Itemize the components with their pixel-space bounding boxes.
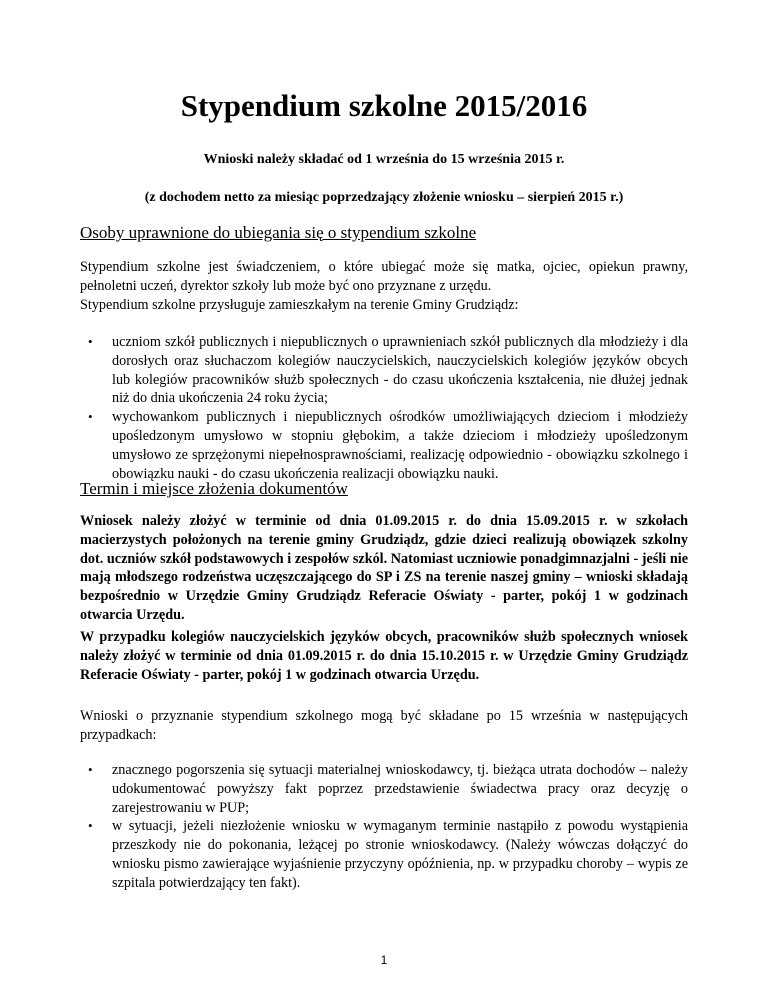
list-item bbox=[80, 817, 688, 892]
eligibility-paragraph: Stypendium szkolne jest świadczeniem, o które ubiegać może się matka, ojciec, opiekun prawny, pełnoletni uczeń, dyrektor szkoły lub może być ono przyznane z urzędu. bbox=[80, 259, 688, 294]
bullet-icon: • bbox=[88, 409, 93, 425]
list-item-text: w sytuacji, jeżeli niezłożenie wniosku w wymaganym terminie nastąpiło z powodu wystąpienia przeszkody nie do pokonania, leżącej po stronie wnioskodawcy. (Należy wówczas dołączyć do wniosku pismo zawierające wyjaśnienie przyczyny opóźnienia, np. w przypadku choroby – wypis ze szpitala potwierdzający ten fakt). bbox=[112, 818, 688, 891]
list-item-text: znacznego pogorszenia się sytuacji materialnej wnioskodawcy, tj. bieżąca utrata dochodów – należy udokumentować powyższy fakt poprzez przedstawienie świadectwa pracy oraz decyzję o zarejestrowaniu w PUP; bbox=[112, 762, 688, 816]
list-item bbox=[80, 408, 688, 483]
colleges-paragraph: W przypadku kolegiów nauczycielskich języków obcych, pracowników służb społecznych wniosek należy złożyć w terminie od dnia 01.09.2015 r. do dnia 15.10.2015 r. w Urzędzie Gminy Grudziądz Referacie Oświaty - parter, pokój 1 w godzinach otwarcia Urzędu. bbox=[80, 629, 688, 683]
bullet-icon: • bbox=[88, 818, 93, 834]
list-item bbox=[80, 761, 688, 817]
bullet-icon: • bbox=[88, 762, 93, 777]
residency-paragraph: Stypendium szkolne przysługuje zamieszkałym na terenie Gminy Grudziądz: bbox=[80, 297, 519, 313]
page-number: 1 bbox=[380, 953, 388, 967]
section-heading-eligibility: Osoby uprawnione do ubiegania się o stypendium szkolne bbox=[80, 223, 477, 242]
income-period-note: (z dochodem netto za miesiąc poprzedzający złożenie wniosku – sierpień 2015 r.) bbox=[144, 190, 624, 205]
late-cases-list bbox=[80, 761, 688, 893]
page-title: Stypendium szkolne 2015/2016 bbox=[180, 88, 588, 123]
late-applications-paragraph: Wnioski o przyznanie stypendium szkolnego mogą być składane po 15 września w następujących przypadkach: bbox=[80, 708, 688, 743]
section-heading-deadline-place: Termin i miejsce złożenia dokumentów bbox=[80, 479, 348, 498]
bullet-icon: • bbox=[88, 334, 93, 349]
submission-paragraph: Wniosek należy złożyć w terminie od dnia 01.09.2015 r. do dnia 15.09.2015 r. w szkołach macierzystych położonych na terenie gminy Grudziądz, gdzie dzieci realizują obowiązek szkolny dot. uczniów szkół podstawowych i zespołów szkól. Natomiast uczniowie ponadgimnazjalni - jeśli nie mają młodszego rodzeństwa uczęszczającego do SP i ZS na terenie naszej gminy – wnioski składają bezpośrednio w Urzędzie Gminy Grudziądz Referacie Oświaty - parter, pokój 1 w godzinach otwarcia Urzędu. bbox=[80, 513, 688, 623]
application-deadline-note: Wnioski należy składać od 1 września do 15 września 2015 r. bbox=[203, 152, 565, 167]
eligibility-list bbox=[80, 333, 688, 483]
list-item-text: wychowankom publicznych i niepublicznych ośrodków umożliwiających dzieciom i młodzieży upośledzonym umysłowo w stopniu głębokim, a także dzieciom i młodzieży upośledzonym umysłowo ze sprzężonymi niepełnosprawnościami, realizację odpowiednio - obowiązku szkolnego i obowiązku nauki - do czasu ukończenia realizacji obowiązku nauki. bbox=[112, 409, 688, 482]
list-item bbox=[80, 333, 688, 408]
list-item-text: uczniom szkół publicznych i niepublicznych o uprawnieniach szkół publicznych dla młodzieży i dla dorosłych oraz słuchaczom kolegiów nauczycielskich, nauczycielskich kolegiów języków obcych lub kolegiów pracowników służb społecznych - do czasu ukończenia kształcenia, nie dłużej jednak niż do dnia ukończenia 24 roku życia; bbox=[112, 334, 688, 407]
